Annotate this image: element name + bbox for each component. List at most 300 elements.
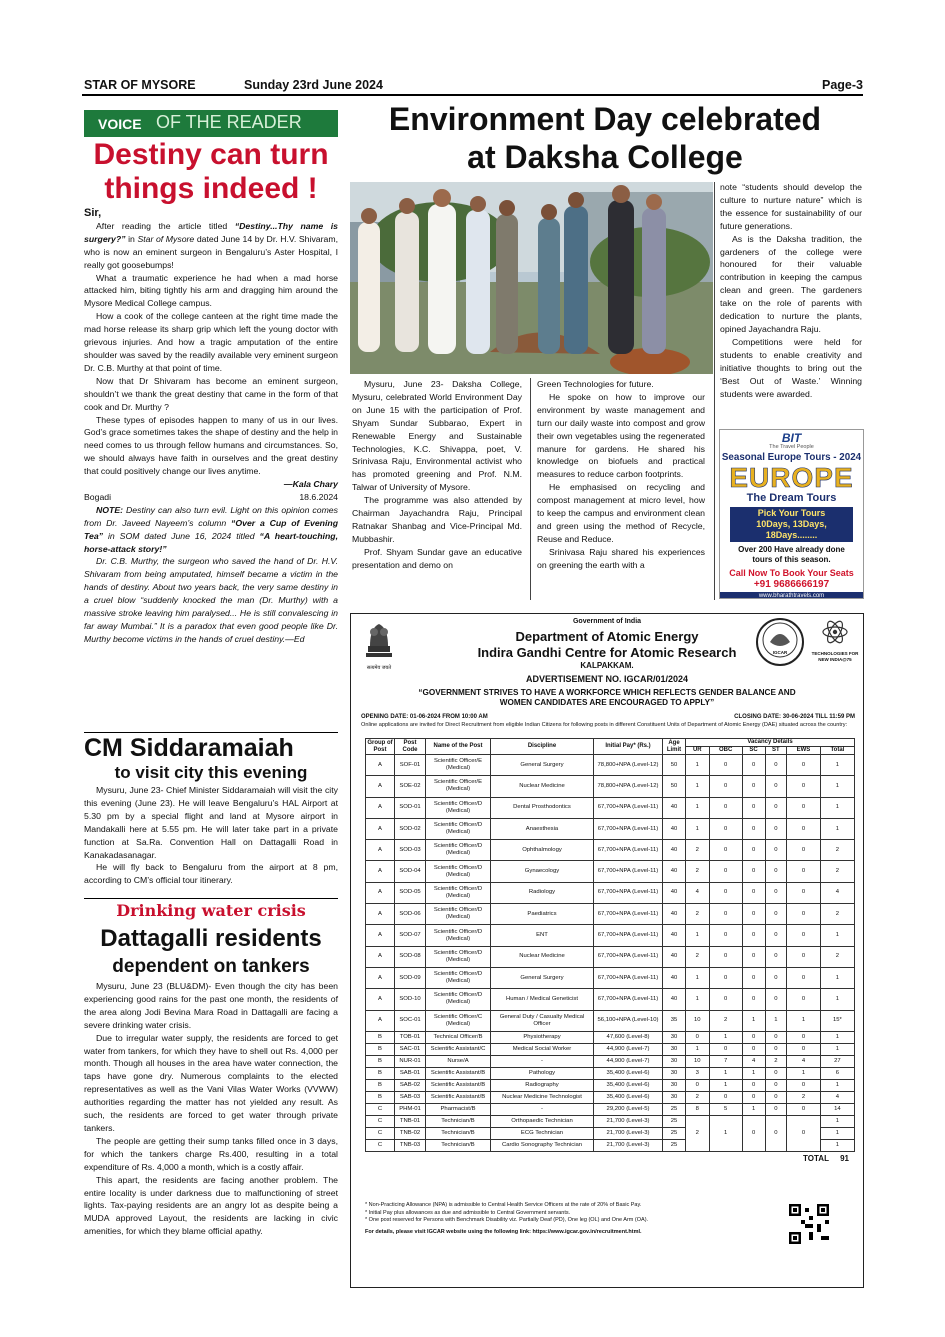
table-cell: NUR-01 — [395, 1055, 426, 1067]
table-cell: 1 — [742, 1103, 765, 1115]
table-cell: 10 — [686, 1055, 710, 1067]
table-cell: Technician/B — [426, 1139, 491, 1151]
table-cell: 1 — [820, 818, 854, 839]
table-cell: 0 — [765, 925, 787, 946]
table-cell: Pathology — [491, 1067, 594, 1079]
table-cell: 0 — [787, 1043, 821, 1055]
table-cell: 0 — [765, 861, 787, 882]
table-cell: 2 — [820, 946, 854, 967]
table-cell: 5 — [709, 1103, 742, 1115]
table-cell: 1 — [820, 1139, 854, 1151]
table-cell: 0 — [765, 755, 787, 776]
table-row — [366, 1115, 855, 1127]
col-discipline: Discipline — [491, 739, 594, 755]
table-cell: 0 — [765, 989, 787, 1010]
table-cell: 0 — [765, 1103, 787, 1115]
table-cell: 29,200 (Level-5) — [594, 1103, 663, 1115]
table-cell: Scientific Assistant/B — [426, 1079, 491, 1091]
masthead-rule — [82, 94, 863, 96]
table-cell: 4 — [820, 1091, 854, 1103]
table-cell: 0 — [765, 1091, 787, 1103]
table-cell: B — [366, 1031, 395, 1043]
table-cell: 0 — [742, 925, 765, 946]
table-cell: 67,700+NPA (Level-11) — [594, 946, 663, 967]
table-cell: A — [366, 861, 395, 882]
table-cell: 2 — [686, 1115, 710, 1151]
table-cell: ENT — [491, 925, 594, 946]
table-cell: 7 — [709, 1055, 742, 1067]
water-subtitle: dependent on tankers — [112, 956, 310, 977]
col-post-code: Post Code — [395, 739, 426, 755]
footnote-3: * One post reserved for Persons with Benchmark Disability viz. Partially Deaf (PD), One leg (OL) and One Arm (OA). — [365, 1217, 649, 1223]
table-cell: A — [366, 967, 395, 988]
table-cell: 30 — [663, 1055, 686, 1067]
col-obc: OBC — [709, 747, 742, 755]
col-group: Group of Post — [367, 739, 393, 753]
env-p3: Prof. Shyam Sundar gave an educative presentation and demo on — [352, 546, 522, 570]
table-cell: 0 — [742, 967, 765, 988]
table-cell: 0 — [787, 1079, 821, 1091]
reader-kicker-banner — [84, 110, 338, 137]
table-cell: 2 — [820, 840, 854, 861]
table-cell: 40 — [663, 882, 686, 903]
table-row — [366, 1103, 855, 1115]
table-row — [366, 882, 855, 903]
table-cell: 0 — [765, 1043, 787, 1055]
reader-title-line1: Destiny can turn — [93, 138, 329, 171]
table-cell: 1 — [820, 797, 854, 818]
emblem-caption: सत्यमेव जयते — [366, 665, 392, 671]
table-cell: B — [366, 1043, 395, 1055]
table-cell: 1 — [686, 797, 710, 818]
table-cell: 0 — [686, 1031, 710, 1043]
table-cell: 0 — [709, 904, 742, 925]
table-cell: Human / Medical Geneticist — [491, 989, 594, 1010]
table-cell: 0 — [709, 882, 742, 903]
table-cell: SOD-10 — [395, 989, 426, 1010]
table-cell: 1 — [686, 755, 710, 776]
table-cell: A — [366, 1010, 395, 1031]
table-cell: C — [366, 1127, 395, 1139]
table-cell: 40 — [663, 925, 686, 946]
table-cell: 0 — [742, 1091, 765, 1103]
env-p1: Mysuru, June 23- Daksha College, Mysuru, celebrated World Environment Day on June 15 with the participation of Prof. Shyam Sundar Subbarao, Expert in Renewable Energy and Sustainable Technologies, K.C. Shivappa, poet, V. Srinivasa Raju, Environmental activist who has promoted greening and Prof. N.M. Talwar of University of Mysore. — [352, 379, 522, 493]
table-cell: 0 — [742, 818, 765, 839]
reader-p5: These types of episodes happen to many of us in our lives. God’s grace sometimes takes the shape of destiny and the help in need comes to us through fellow humans and circumstances. So, we should always have faith in ourselves and the great destiny that could positively change our lives anytime. — [84, 414, 338, 477]
table-cell: 1 — [820, 1079, 854, 1091]
table-cell: Ophthalmology — [491, 840, 594, 861]
table-cell: SOD-05 — [395, 882, 426, 903]
table-row — [366, 925, 855, 946]
table-cell: 0 — [787, 946, 821, 967]
reader-place: Bogadi — [84, 491, 112, 502]
col-vacancy: Vacancy Details — [686, 739, 855, 747]
travel-ad[interactable] — [719, 429, 864, 599]
table-cell: 1 — [686, 989, 710, 1010]
table-cell: 14 — [820, 1103, 854, 1115]
table-cell: Nuclear Medicine Technologist — [491, 1091, 594, 1103]
table-cell: A — [366, 925, 395, 946]
table-cell: 15* — [820, 1010, 854, 1031]
water-p4: This apart, the residents are facing another problem. The entire locality is under darkness due to malfunctioning of street lights. Tax-paying residents are an angry lot as despite being a MUDA approved Layout, the residents are lacking in civic amenities, for which they blame official apathy. — [84, 1174, 338, 1237]
table-cell: 2 — [709, 1010, 742, 1031]
table-cell: 1 — [709, 1115, 742, 1151]
divider — [84, 898, 338, 899]
table-cell: 10 — [686, 1010, 710, 1031]
table-cell: 0 — [742, 840, 765, 861]
table-cell: 4 — [787, 1055, 821, 1067]
table-cell: 0 — [787, 840, 821, 861]
table-cell: 67,700+NPA (Level-11) — [594, 840, 663, 861]
table-cell: 1 — [686, 925, 710, 946]
table-cell: A — [366, 882, 395, 903]
table-cell: Scientific Officer/D (Medical) — [426, 925, 491, 946]
col-age: Age Limit — [663, 739, 686, 755]
table-cell: 8 — [686, 1103, 710, 1115]
reader-title — [82, 138, 340, 206]
table-cell: Radiology — [491, 882, 594, 903]
table-cell: 40 — [663, 797, 686, 818]
issue-date: Sunday 23rd June 2024 — [244, 78, 383, 92]
table-cell: 21,700 (Level-3) — [594, 1115, 663, 1127]
table-cell: 50 — [663, 755, 686, 776]
paper-name: STAR OF MYSORE — [84, 78, 196, 92]
event-photo-illustration — [350, 182, 713, 374]
footnote-2: * Initial Pay plus allowances as due and admissible to Central Government servants. — [365, 1209, 571, 1216]
event-photo — [350, 182, 713, 374]
env-p9: As is the Daksha tradition, the gardeners of the college were honoured for their valuable contribution in keeping the campus clean and green. The gardeners take on the role of parents with dedication to nurture the plants, opined Jayachandra Raju. — [720, 233, 862, 334]
table-cell: 30 — [663, 1091, 686, 1103]
table-cell: 0 — [787, 776, 821, 797]
table-cell: 0 — [742, 776, 765, 797]
table-cell: SOD-09 — [395, 967, 426, 988]
table-cell: 1 — [787, 1067, 821, 1079]
table-cell: 1 — [686, 967, 710, 988]
table-row — [366, 989, 855, 1010]
water-p2: Due to irregular water supply, the residents are forced to get water from tankers, for which they have to shell out Rs. 4,000 per month. Though all houses in the area have water connection, the taps have gone dry. Numerous complaints to the elected representatives as well as the Vani Vilas Water Works (VVWW) authorities regarding the matter has not yielded any result. As such, the residents are forced to get water through private tankers. — [84, 1032, 338, 1133]
table-row — [366, 1067, 855, 1079]
table-cell: 40 — [663, 946, 686, 967]
table-cell: 0 — [742, 861, 765, 882]
table-cell: 2 — [686, 946, 710, 967]
env-p8: note “students should develop the culture to nurture nature” which is the essence for sustainability of our future generations. — [720, 182, 862, 231]
table-cell: 1 — [820, 1043, 854, 1055]
table-cell: 78,800+NPA (Level-12) — [594, 755, 663, 776]
table-cell: 0 — [709, 818, 742, 839]
water-kicker: Drinking water crisis — [116, 901, 306, 920]
footnote-4[interactable]: For details, please visit IGCAR website using the following link: https://www.igcar.gov.in/recruitment.html. — [365, 1228, 642, 1235]
col-total: Total — [820, 747, 854, 755]
travel-phone[interactable]: +91 9686666197 — [753, 579, 830, 590]
table-cell: 0 — [787, 904, 821, 925]
table-cell: 0 — [787, 755, 821, 776]
table-cell: 1 — [820, 1031, 854, 1043]
col-ur: UR — [686, 747, 710, 755]
column-rule — [530, 378, 531, 600]
table-cell: B — [366, 1055, 395, 1067]
table-cell: - — [491, 1103, 594, 1115]
travel-tagline: The Travel People — [769, 444, 814, 450]
table-cell: Scientific Officer/D (Medical) — [426, 861, 491, 882]
table-cell: A — [366, 904, 395, 925]
travel-call: Call Now To Book Your Seats — [729, 568, 854, 578]
table-cell: SOD-06 — [395, 904, 426, 925]
water-p1: Mysuru, June 23 (BLU&DM)- Even though the city has been experiencing good rains for the past one month, the residents of the area along Jodi Bevina Mara Road in Dattagalli are facing a severe drinking water crisis. — [84, 981, 338, 1030]
table-cell: Scientific Assistant/B — [426, 1091, 491, 1103]
travel-big: EUROPE — [729, 462, 854, 493]
page-number: Page-3 — [822, 78, 863, 92]
table-row — [366, 1031, 855, 1043]
cm-p1: Mysuru, June 23- Chief Minister Siddaramaiah will visit the city this evening (June 23). He will leave Bengaluru’s HAL Airport at 5.30 pm by a special flight and land at Mysore airport in Mandakalli here at 5.55 pm. He will later take part in a private function at Sa.Ra. Convention Hall on Dattagalli Road in Kanakadasanagar. — [84, 785, 338, 860]
reader-letter — [84, 207, 338, 646]
vacancy-total: TOTAL 91 — [803, 1153, 849, 1163]
table-cell: 30 — [663, 1079, 686, 1091]
table-cell: 67,700+NPA (Level-11) — [594, 861, 663, 882]
table-cell: 0 — [787, 967, 821, 988]
table-cell: Technical Officer/B — [426, 1031, 491, 1043]
vacancy-table-wrap — [365, 738, 855, 1163]
env-p4: Green Technologies for future. — [537, 379, 654, 389]
table-cell: 2 — [787, 1091, 821, 1103]
table-cell: SAB-03 — [395, 1091, 426, 1103]
table-cell: 0 — [765, 1031, 787, 1043]
table-cell: SAB-01 — [395, 1067, 426, 1079]
table-cell: 78,800+NPA (Level-12) — [594, 776, 663, 797]
table-cell: 0 — [709, 1091, 742, 1103]
ad-place: KALPAKKAM. — [580, 661, 634, 670]
env-p5: He spoke on how to improve our environment by waste management and turn our daily waste into compost and grow their own vegetables using the regenerated manure for gardens. He shared his knowledge on biofuels and practical measures to reduce carbon footprints. — [537, 391, 705, 480]
table-cell: Anaesthesia — [491, 818, 594, 839]
opening-date: OPENING DATE: 01-06-2024 FROM 10:00 AM — [361, 714, 488, 720]
table-cell: 25 — [663, 1127, 686, 1139]
table-row — [366, 1091, 855, 1103]
ad-intro: Online applications are invited for Direct Recruitment from eligible Indian Citizens for following posts in different Constituent Units of Department of Atomic Energy (DAE) situated across the country: — [361, 722, 848, 728]
table-cell: Scientific Officer/C (Medical) — [426, 1010, 491, 1031]
table-cell: General Duty / Casualty Medical Officer — [491, 1010, 594, 1031]
reader-place-date — [84, 491, 338, 504]
table-cell: Technician/B — [426, 1115, 491, 1127]
table-cell: Scientific Officer/D (Medical) — [426, 818, 491, 839]
table-cell: 2 — [686, 1091, 710, 1103]
cm-p2: He will fly back to Bengaluru from the airport at 8 pm, according to CM’s official tour itinerary. — [84, 862, 338, 886]
table-cell: General Surgery — [491, 967, 594, 988]
table-cell: SOD-03 — [395, 840, 426, 861]
igcar-logo-caption: IGCAR — [772, 650, 788, 655]
table-cell: 0 — [742, 797, 765, 818]
table-cell: 2 — [686, 861, 710, 882]
table-cell: Scientific Officer/D (Medical) — [426, 840, 491, 861]
reader-p1: After reading the article titled “Destiny...Thy name is surgery?” in Star of Mysore dated June 14 by Dr. H.V. Shivaram, who is now an eminent surgeon in Bengaluru’s Aster Hospital, I really got goosebumps! — [84, 220, 338, 270]
table-cell: 21,700 (Level-3) — [594, 1139, 663, 1151]
table-cell: 1 — [820, 1127, 854, 1139]
table-cell: 0 — [742, 904, 765, 925]
table-cell: 67,700+NPA (Level-11) — [594, 882, 663, 903]
table-cell: 4 — [820, 882, 854, 903]
table-cell: 1 — [820, 989, 854, 1010]
table-cell: 35,400 (Level-6) — [594, 1091, 663, 1103]
table-cell: Orthopaedic Technician — [491, 1115, 594, 1127]
table-cell: 44,900 (Level-7) — [594, 1055, 663, 1067]
table-cell: 25 — [663, 1139, 686, 1151]
table-cell: 0 — [787, 1115, 821, 1151]
travel-days: 10Days, 13Days, 18Days........ — [756, 519, 827, 540]
table-cell: 1 — [709, 1031, 742, 1043]
travel-sub: The Dream Tours — [746, 492, 837, 504]
table-cell: 3 — [686, 1067, 710, 1079]
table-cell: SOE-02 — [395, 776, 426, 797]
table-cell: Pharmacist/B — [426, 1103, 491, 1115]
table-cell: 30 — [663, 1067, 686, 1079]
table-cell: SAB-02 — [395, 1079, 426, 1091]
table-cell: 0 — [765, 946, 787, 967]
table-row — [366, 946, 855, 967]
table-cell: 1 — [686, 1043, 710, 1055]
table-cell: 30 — [663, 1031, 686, 1043]
table-cell: 0 — [765, 904, 787, 925]
qr-code-icon — [789, 1204, 829, 1244]
table-cell: B — [366, 1067, 395, 1079]
table-row — [366, 755, 855, 776]
table-cell: Scientific Officer/D (Medical) — [426, 967, 491, 988]
table-row — [366, 861, 855, 882]
qr-code[interactable] — [789, 1204, 829, 1244]
table-cell: 2 — [686, 840, 710, 861]
table-cell: Nuclear Medicine — [491, 946, 594, 967]
table-cell: 0 — [709, 989, 742, 1010]
env-title-line2: at Daksha College — [467, 139, 743, 175]
table-cell: 0 — [742, 755, 765, 776]
table-cell: Gynaecology — [491, 861, 594, 882]
table-cell: 25 — [663, 1115, 686, 1127]
cm-story — [84, 784, 338, 887]
table-cell: 0 — [742, 882, 765, 903]
reader-sign-date: 18.6.2024 — [299, 491, 338, 502]
table-row — [366, 840, 855, 861]
table-cell: 0 — [742, 1043, 765, 1055]
table-cell: 0 — [765, 1115, 787, 1151]
table-cell: TNB-01 — [395, 1115, 426, 1127]
table-cell: 0 — [787, 925, 821, 946]
table-cell: 4 — [742, 1055, 765, 1067]
table-cell: A — [366, 797, 395, 818]
reader-title-line2: things indeed ! — [104, 172, 318, 205]
env-p7: Srinivasa Raju shared his experiences on greening the earth with a — [537, 546, 705, 570]
table-cell: 40 — [663, 840, 686, 861]
table-cell: 6 — [820, 1067, 854, 1079]
travel-pick: Pick Your Tours 10Days, 13Days, 18Days........ — [730, 507, 853, 542]
table-cell: 0 — [765, 967, 787, 988]
env-p2: The programme was also attended by Chairman Jayachandra Raju, Principal Ratnakar Shanbag and Vice-Principal Md. Mubbashir. — [352, 495, 522, 544]
table-cell: Scientific Officer/D (Medical) — [426, 797, 491, 818]
table-cell: 0 — [742, 1031, 765, 1043]
table-cell: 35 — [663, 1010, 686, 1031]
table-cell: 1 — [820, 967, 854, 988]
travel-website[interactable]: www.bharathtravels.com — [720, 592, 863, 599]
table-cell: 0 — [787, 882, 821, 903]
table-cell: 0 — [765, 1079, 787, 1091]
col-sc: SC — [742, 747, 765, 755]
env-title-line1: Environment Day celebrated — [388, 101, 822, 137]
env-p10: Competitions were held for students to enable creativity and initiative thoughts to bring out the ‘Best Out of Waste.’ Winning students were awarded. — [720, 336, 862, 399]
table-cell: TOB-01 — [395, 1031, 426, 1043]
env-col3 — [720, 181, 862, 400]
table-cell: 1 — [820, 776, 854, 797]
table-cell: Scientific Officer/D (Medical) — [426, 989, 491, 1010]
table-cell: 1 — [787, 1010, 821, 1031]
table-cell: 40 — [663, 989, 686, 1010]
editor-note-2: Dr. C.B. Murthy, the surgeon who saved the hand of Dr. H.V. Shivaram from being amputated, himself became a victim in the hands of destiny. About two years back, the very same destiny in a cruel blow “suddenly knocked the man (Dr. Murthy) with a massive stroke leaving him paralysed... He is still convalescing in far away Mumbai.” It is a paradox that even good people like Dr. Murthy become victims in the hands of cruel destiny.—Ed — [84, 556, 338, 644]
env-p6: He emphasised on recycling and compost management at micro level, how to keep the campus and environment clean and green using the method of Recycle, Reuse and Reduce. — [537, 482, 705, 544]
divider — [84, 732, 338, 733]
table-row — [366, 967, 855, 988]
ad-slogan: “GOVERNMENT STRIVES TO HAVE A WORKFORCE WHICH REFLECTS GENDER BALANCE AND WOMEN CANDIDATES ARE ENCOURAGED TO APPLY” — [418, 688, 796, 707]
table-cell: General Surgery — [491, 755, 594, 776]
travel-logo: BIT — [781, 431, 802, 445]
table-cell: 1 — [686, 818, 710, 839]
table-cell: Technician/B — [426, 1127, 491, 1139]
table-cell: 25 — [663, 1103, 686, 1115]
table-cell: SAC-01 — [395, 1043, 426, 1055]
table-cell: 35,400 (Level-6) — [594, 1079, 663, 1091]
table-cell: 67,700+NPA (Level-11) — [594, 818, 663, 839]
table-cell: B — [366, 1079, 395, 1091]
table-cell: 0 — [709, 797, 742, 818]
table-cell: 1 — [742, 1067, 765, 1079]
table-cell: SOD-02 — [395, 818, 426, 839]
table-cell: Dental Prosthodontics — [491, 797, 594, 818]
table-cell: 67,700+NPA (Level-11) — [594, 967, 663, 988]
table-row — [366, 904, 855, 925]
reader-kicker-a: VOICE — [98, 116, 142, 132]
cm-title: CM Siddaramaiah — [84, 734, 294, 762]
table-cell: 0 — [709, 925, 742, 946]
env-col1 — [352, 378, 522, 572]
table-cell: SOC-01 — [395, 1010, 426, 1031]
table-row — [366, 1043, 855, 1055]
new-india-caption: TECHNOLOGIES FOR NEW INDIA@75 — [811, 651, 859, 662]
table-cell: B — [366, 1091, 395, 1103]
table-cell: Cardio Sonography Technician — [491, 1139, 594, 1151]
water-story — [84, 980, 338, 1238]
table-cell: 0 — [765, 797, 787, 818]
table-cell: 0 — [686, 1079, 710, 1091]
table-cell: 1 — [820, 925, 854, 946]
water-p3: The people are getting their sump tanks filled once in 3 days, for which the tankers charge Rs.400, resulting in a total expenditure of Rs. 4,000 a month, which is a costly affair. — [84, 1135, 338, 1172]
table-cell: 1 — [709, 1067, 742, 1079]
table-cell: 0 — [787, 989, 821, 1010]
col-ews: EWS — [787, 747, 821, 755]
table-cell: A — [366, 818, 395, 839]
table-row — [366, 776, 855, 797]
table-cell: Scientific Officer/D (Medical) — [426, 904, 491, 925]
ad-number: ADVERTISEMENT NO. IGCAR/01/2024 — [525, 674, 689, 684]
table-cell: 0 — [709, 1043, 742, 1055]
table-cell: Physiotherapy — [491, 1031, 594, 1043]
table-cell: C — [366, 1115, 395, 1127]
table-cell: Scientific Officer/E (Medical) — [426, 755, 491, 776]
table-cell: A — [366, 946, 395, 967]
editor-note: NOTE: Destiny can also turn evil. Light on this opinion comes from Dr. Javeed Nayeem’s column “Over a Cup of Evening Tea” in SOM dated June 16, 2024 titled “A heart-touching, horse-attack story!” — [84, 504, 339, 554]
vacancy-table — [365, 738, 855, 1152]
table-cell: 0 — [765, 776, 787, 797]
table-cell: 0 — [709, 946, 742, 967]
table-cell: 2 — [765, 1055, 787, 1067]
table-cell: 0 — [709, 861, 742, 882]
table-cell: 0 — [787, 797, 821, 818]
ad-centre: Indira Gandhi Centre for Atomic Research — [477, 645, 737, 660]
water-title: Dattagalli residents — [100, 925, 322, 952]
table-cell: C — [366, 1139, 395, 1151]
